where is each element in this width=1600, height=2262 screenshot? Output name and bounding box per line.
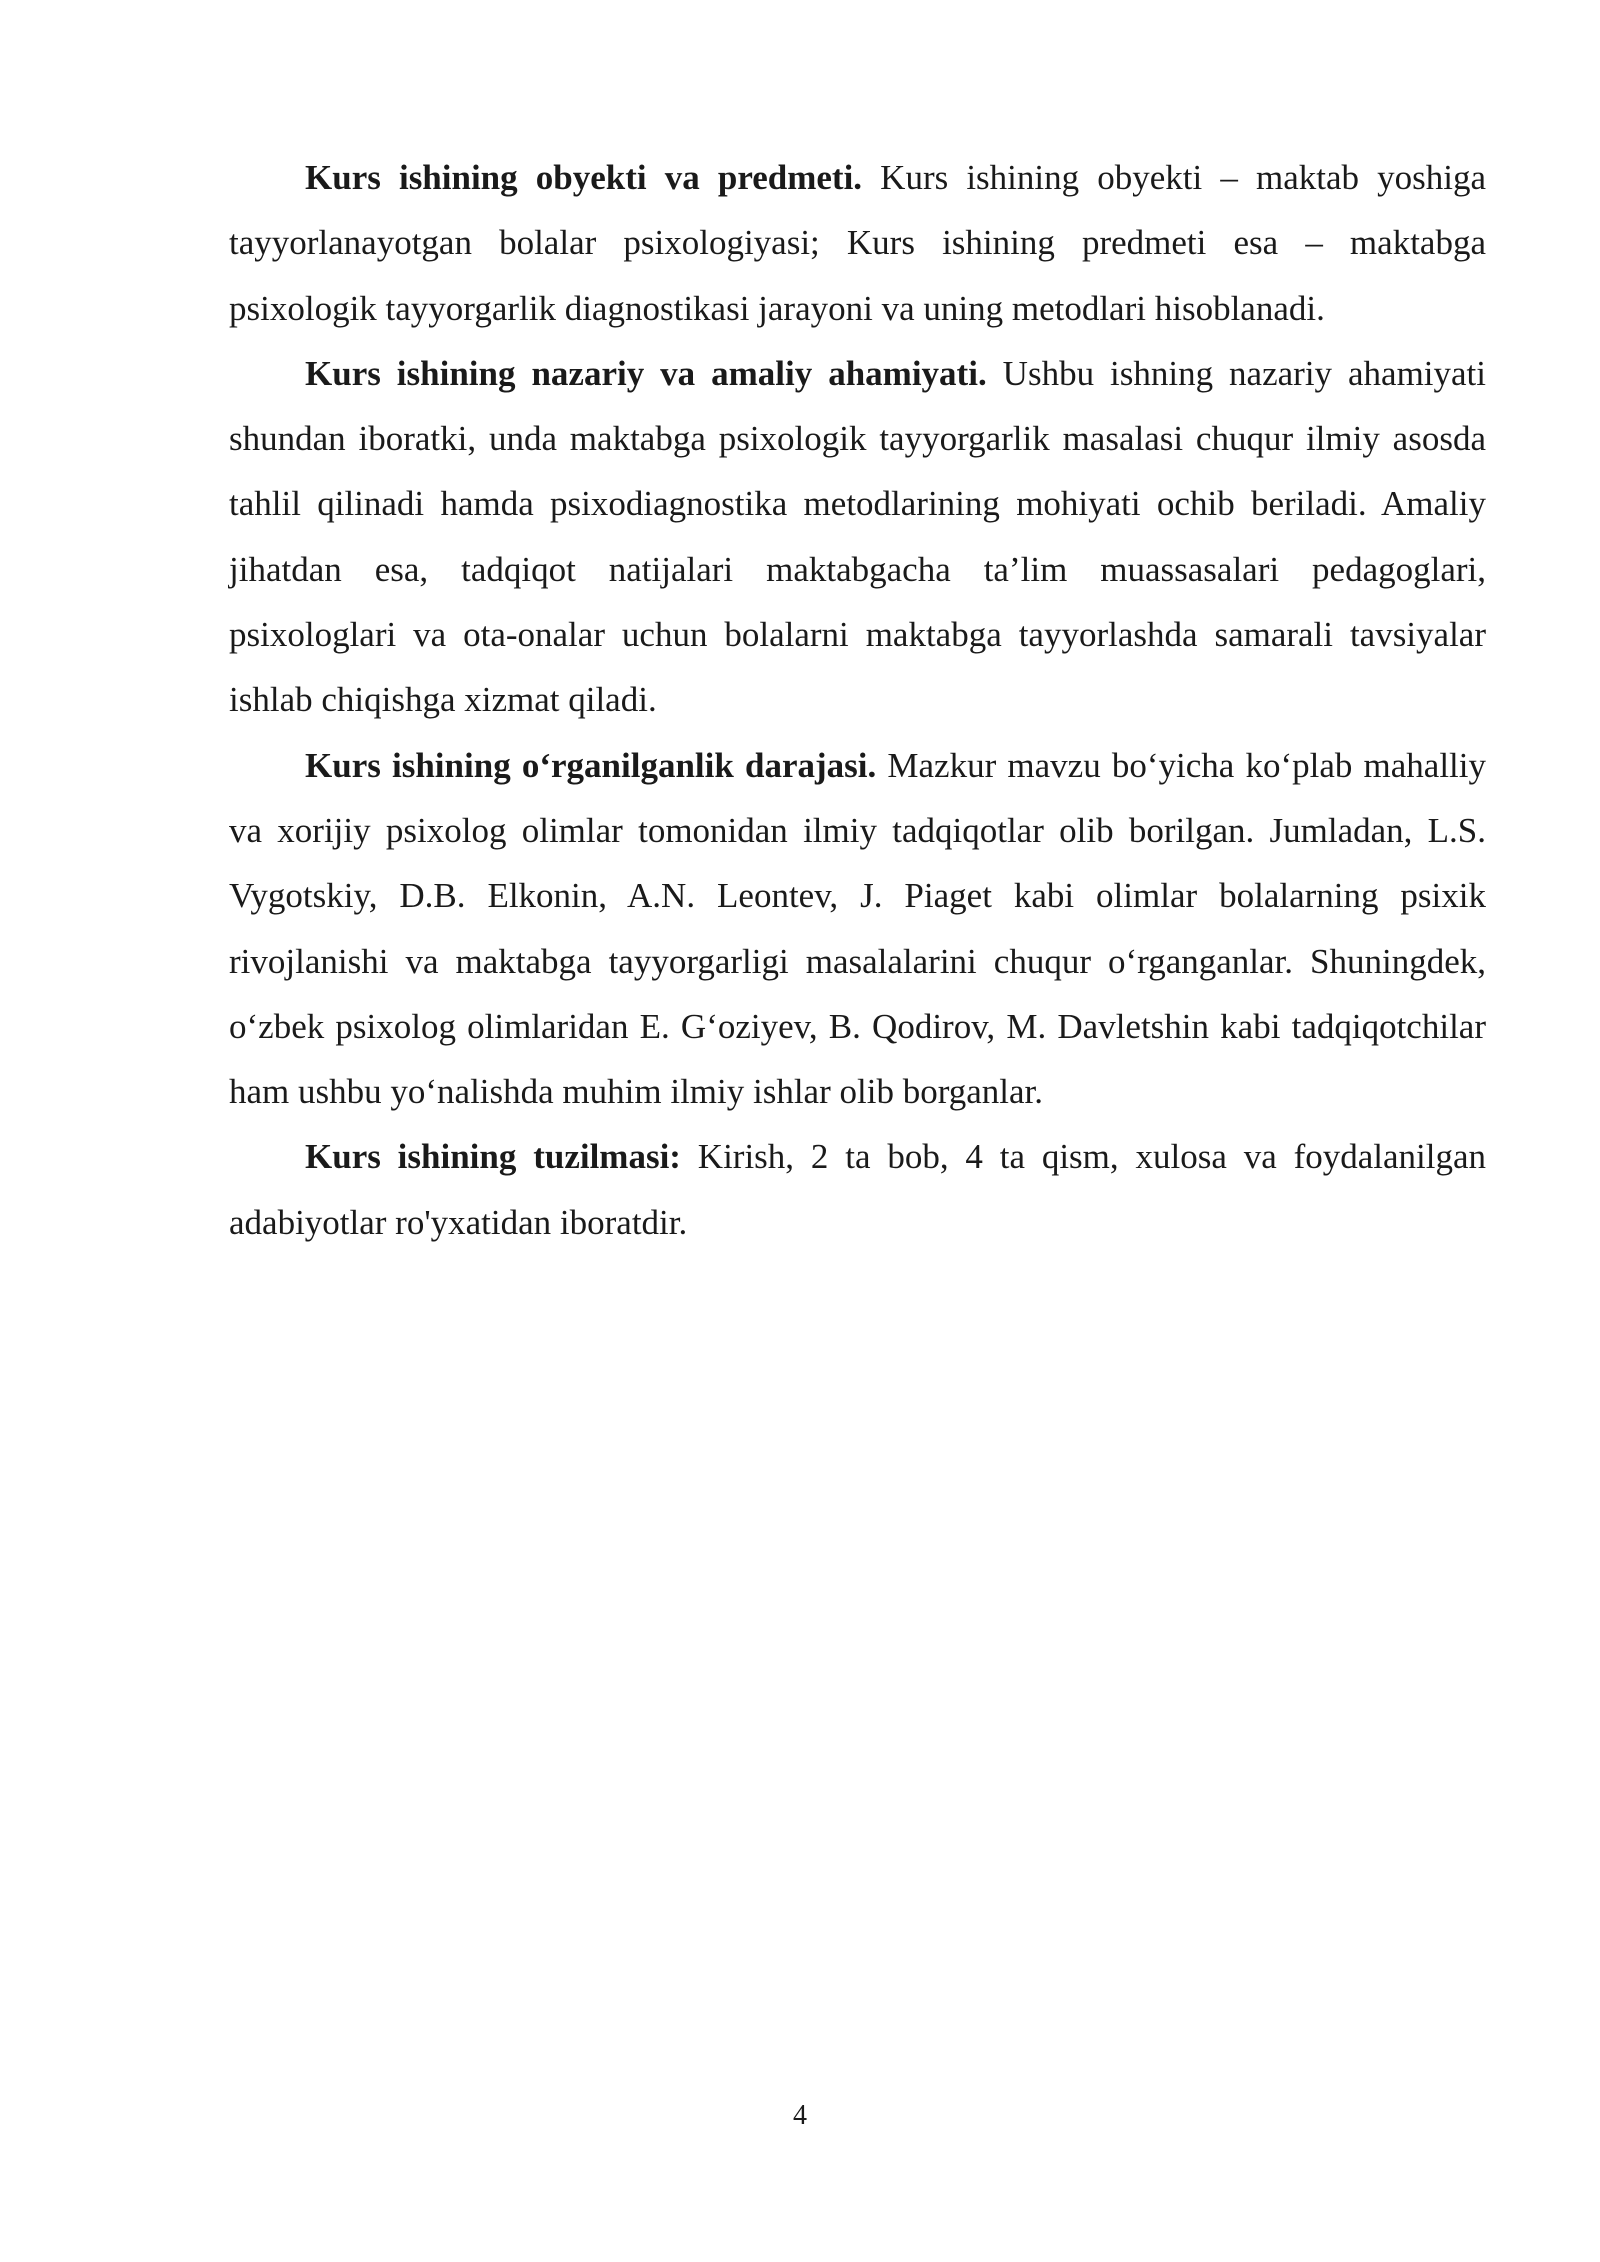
paragraph-significance [229,341,1486,733]
paragraph-heading: Kurs ishining o‘rganilganlik darajasi. [305,745,877,785]
paragraph-object-subject [229,145,1486,341]
page-number: 4 [793,2100,807,2131]
body-text [229,145,1486,1255]
paragraph-body: Mazkur mavzu bo‘yicha ko‘plab mahalliy va xorijiy psixolog olimlar tomonidan ilmiy tadqiqotlar olib borilgan. Jumladan, L.S. Vygotskiy, D.B. Elkonin, A.N. Leontev, J. Piaget kabi olimlar bolalarning psixik rivojlanishi va maktabga tayyorgarligi masalalarini chuqur o‘rganganlar. Shuningdek, o‘zbek psixolog olimlaridan E. G‘oziyev, B. Qodirov, M. Davletshin kabi tadqiqotchilar ham ushbu yo‘nalishda muhim ilmiy ishlar olib borganlar. [229,745,1486,1112]
paragraph-heading: Kurs ishining tuzilmasi: [305,1137,681,1177]
paragraph-heading: Kurs ishining nazariy va amaliy ahamiyati. [305,353,987,393]
paragraph-body: Kurs ishining obyekti – maktab yoshiga tayyorlanayotgan bolalar psixologiyasi; Kurs ishining predmeti esa – maktabga psixologik tayyorgarlik diagnostikasi jarayoni va uning metodlari hisoblanadi. [229,158,1486,328]
paragraph-research-level [229,733,1486,1125]
paragraph-body: Kirish, 2 ta bob, 4 ta qism, xulosa va foydalanilgan adabiyotlar ro'yxatidan iboratdir. [229,1137,1486,1242]
paragraph-body: Ushbu ishning nazariy ahamiyati shundan iboratki, unda maktabga psixologik tayyorgarlik masalasi chuqur ilmiy asosda tahlil qilinadi hamda psixodiagnostika metodlarining mohiyati ochib beriladi. Amaliy jihatdan esa, tadqiqot natijalari maktabgacha ta’lim muassasalari pedagoglari, psixologlari va ota-onalar uchun bolalarni maktabga tayyorlashda samarali tavsiyalar ishlab chiqishga xizmat qiladi. [229,353,1487,720]
paragraph-structure [229,1124,1486,1255]
paragraph-heading: Kurs ishining obyekti va predmeti. [305,158,863,197]
